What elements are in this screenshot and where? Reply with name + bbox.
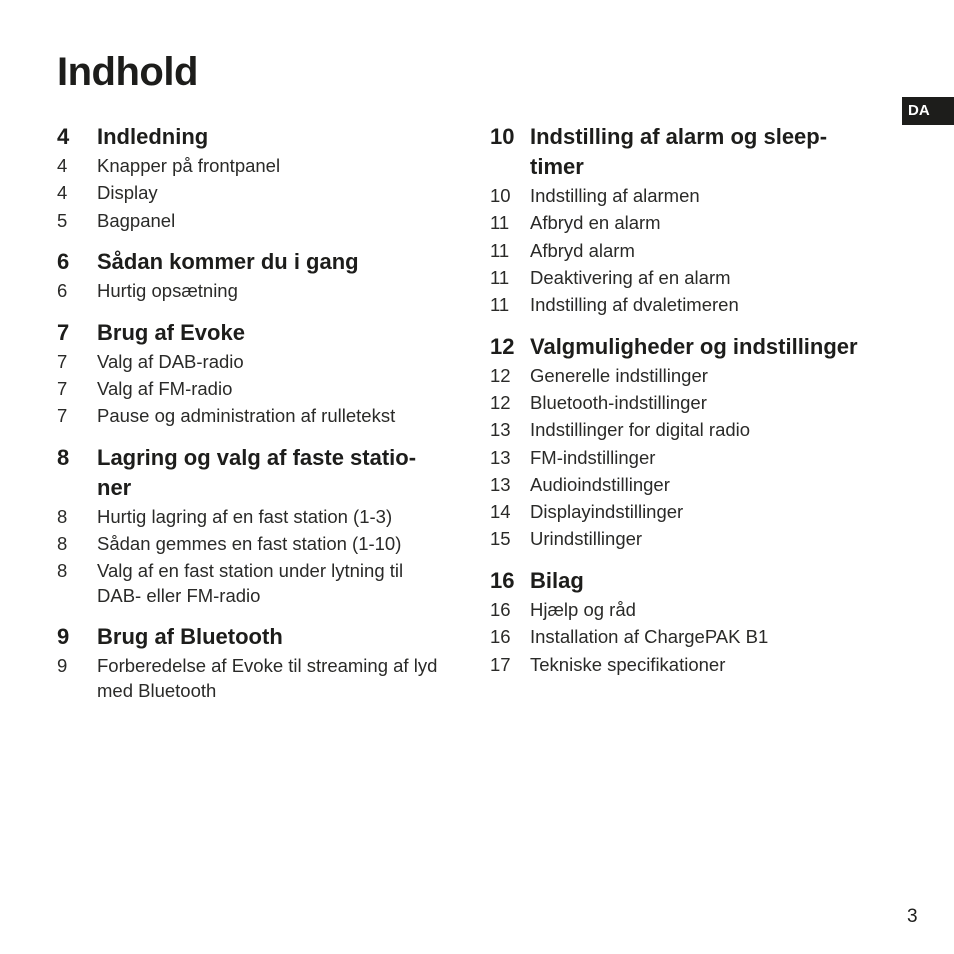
section-heading[interactable]	[490, 122, 900, 182]
entry-title: Displayindstillinger	[530, 501, 684, 523]
entry-title: Pause og administration af rulletekst	[97, 405, 396, 427]
entry-title: Indstilling af dvaletimeren	[530, 294, 739, 316]
entry-page-number: 16	[490, 598, 511, 620]
entry-title: FM-indstillinger	[530, 446, 656, 468]
entry-page-number: 13	[490, 419, 511, 441]
page-title: Indhold	[57, 50, 198, 94]
toc-entry[interactable]	[490, 473, 900, 498]
entry-page-number: 8	[57, 560, 68, 582]
toc-section	[57, 318, 467, 429]
toc-section	[57, 247, 467, 304]
toc-section	[490, 122, 900, 318]
section-title: Brug af Evoke	[97, 319, 245, 345]
section-title: Indledning	[97, 124, 209, 149]
entry-page-number: 11	[490, 294, 510, 316]
section-number: 12	[490, 333, 515, 359]
section-heading[interactable]	[490, 566, 900, 596]
entry-title: Valg af en fast station under lytning til DAB- eller FM-radio	[97, 560, 404, 606]
entry-title: Bluetooth-indstillinger	[530, 391, 707, 413]
toc-section	[57, 122, 467, 233]
toc-entry[interactable]	[490, 527, 900, 552]
section-heading[interactable]	[490, 332, 900, 362]
section-heading[interactable]	[57, 247, 467, 277]
entry-page-number: 6	[57, 280, 68, 302]
section-number: 16	[490, 567, 515, 593]
toc-section	[490, 566, 900, 677]
entry-title: Urindstillinger	[530, 528, 643, 550]
entry-page-number: 11	[490, 239, 510, 261]
entry-page-number: 10	[490, 185, 511, 206]
entry-title: Sådan gemmes en fast station (1-10)	[97, 532, 402, 554]
toc-entry[interactable]	[490, 653, 900, 678]
toc-entry[interactable]	[490, 211, 900, 236]
entry-title: Afbryd en alarm	[530, 212, 661, 234]
section-title: Brug af Bluetooth	[97, 624, 283, 650]
toc-entry[interactable]	[57, 154, 467, 179]
section-title: Lagring og valg af faste statio- ner	[97, 444, 417, 500]
entry-title: Valg af DAB-radio	[97, 350, 244, 372]
entry-page-number: 7	[57, 377, 68, 399]
toc-entry[interactable]	[57, 559, 467, 608]
toc-entry[interactable]	[490, 239, 900, 264]
section-number: 8	[57, 444, 70, 470]
toc-entry[interactable]	[490, 293, 900, 318]
section-number: 9	[57, 624, 70, 650]
entry-page-number: 14	[490, 501, 511, 523]
entry-title: Audioindstillinger	[530, 473, 670, 495]
toc-entry[interactable]	[490, 266, 900, 291]
toc-entry[interactable]	[490, 184, 900, 209]
language-badge: DA	[902, 97, 954, 125]
section-heading[interactable]	[57, 122, 467, 152]
entry-page-number: 11	[490, 266, 510, 288]
entry-page-number: 12	[490, 364, 511, 386]
entry-title: Indstillinger for digital radio	[530, 419, 751, 441]
entry-title: Hurtig opsætning	[97, 280, 238, 302]
entry-page-number: 11	[490, 212, 510, 234]
page-number: 3	[907, 906, 918, 927]
toc-entry[interactable]	[57, 404, 467, 429]
toc-entry[interactable]	[490, 625, 900, 650]
section-number: 6	[57, 249, 70, 275]
toc-entry[interactable]	[490, 364, 900, 389]
section-title: Valgmuligheder og indstillinger	[530, 333, 858, 359]
toc-entry[interactable]	[490, 598, 900, 623]
entry-title: Indstilling af alarmen	[530, 185, 700, 206]
entry-title: Hurtig lagring af en fast station (1-3)	[97, 505, 393, 527]
toc-section	[57, 443, 467, 609]
entry-title: Deaktivering af en alarm	[530, 266, 731, 288]
entry-page-number: 12	[490, 391, 511, 413]
section-title: Indstilling af alarm og sleep- timer	[530, 124, 828, 179]
entry-title: Hjælp og råd	[530, 598, 636, 620]
entry-page-number: 4	[57, 182, 68, 204]
toc-entry[interactable]	[490, 391, 900, 416]
entry-page-number: 17	[490, 653, 511, 675]
toc-entry[interactable]	[57, 505, 467, 530]
entry-title: Bagpanel	[97, 209, 176, 231]
entry-page-number: 13	[490, 473, 511, 495]
entry-title: Installation af ChargePAK B1	[530, 626, 769, 648]
section-heading[interactable]	[57, 318, 467, 348]
toc-entry[interactable]	[490, 418, 900, 443]
toc-entry[interactable]	[490, 446, 900, 471]
toc-entry[interactable]	[57, 532, 467, 557]
entry-page-number: 15	[490, 528, 511, 550]
entry-page-number: 13	[490, 446, 511, 468]
section-title: Bilag	[530, 567, 584, 593]
section-heading[interactable]	[57, 443, 467, 503]
entry-page-number: 5	[57, 209, 68, 231]
toc-entry[interactable]	[57, 209, 467, 234]
entry-title: Display	[97, 182, 158, 204]
toc-entry[interactable]	[490, 500, 900, 525]
entry-title: Generelle indstillinger	[530, 364, 708, 386]
section-number: 7	[57, 319, 70, 345]
entry-page-number: 8	[57, 505, 68, 527]
entry-page-number: 16	[490, 626, 511, 648]
section-number: 4	[57, 124, 70, 149]
section-title: Sådan kommer du i gang	[97, 249, 359, 275]
toc-section	[490, 332, 900, 552]
section-heading[interactable]	[57, 622, 467, 652]
toc-entry[interactable]	[57, 279, 467, 304]
toc-entry[interactable]	[57, 654, 467, 703]
entry-page-number: 7	[57, 350, 68, 372]
entry-page-number: 8	[57, 532, 68, 554]
toc-right-column	[490, 122, 900, 691]
section-number: 10	[490, 124, 515, 149]
entry-title: Knapper på frontpanel	[97, 155, 281, 176]
entry-title: Valg af FM-radio	[97, 377, 233, 399]
entry-title: Afbryd alarm	[530, 239, 635, 261]
toc-entry[interactable]	[57, 181, 467, 206]
entry-page-number: 4	[57, 155, 68, 176]
entry-page-number: 7	[57, 405, 68, 427]
toc-section	[57, 622, 467, 703]
entry-title: Tekniske specifikationer	[530, 653, 726, 675]
entry-title: Forberedelse af Evoke til streaming af lyd med Bluetooth	[97, 655, 438, 701]
toc-left-column	[57, 122, 467, 717]
entry-page-number: 9	[57, 655, 68, 677]
toc-entry[interactable]	[57, 350, 467, 375]
toc-entry[interactable]	[57, 377, 467, 402]
